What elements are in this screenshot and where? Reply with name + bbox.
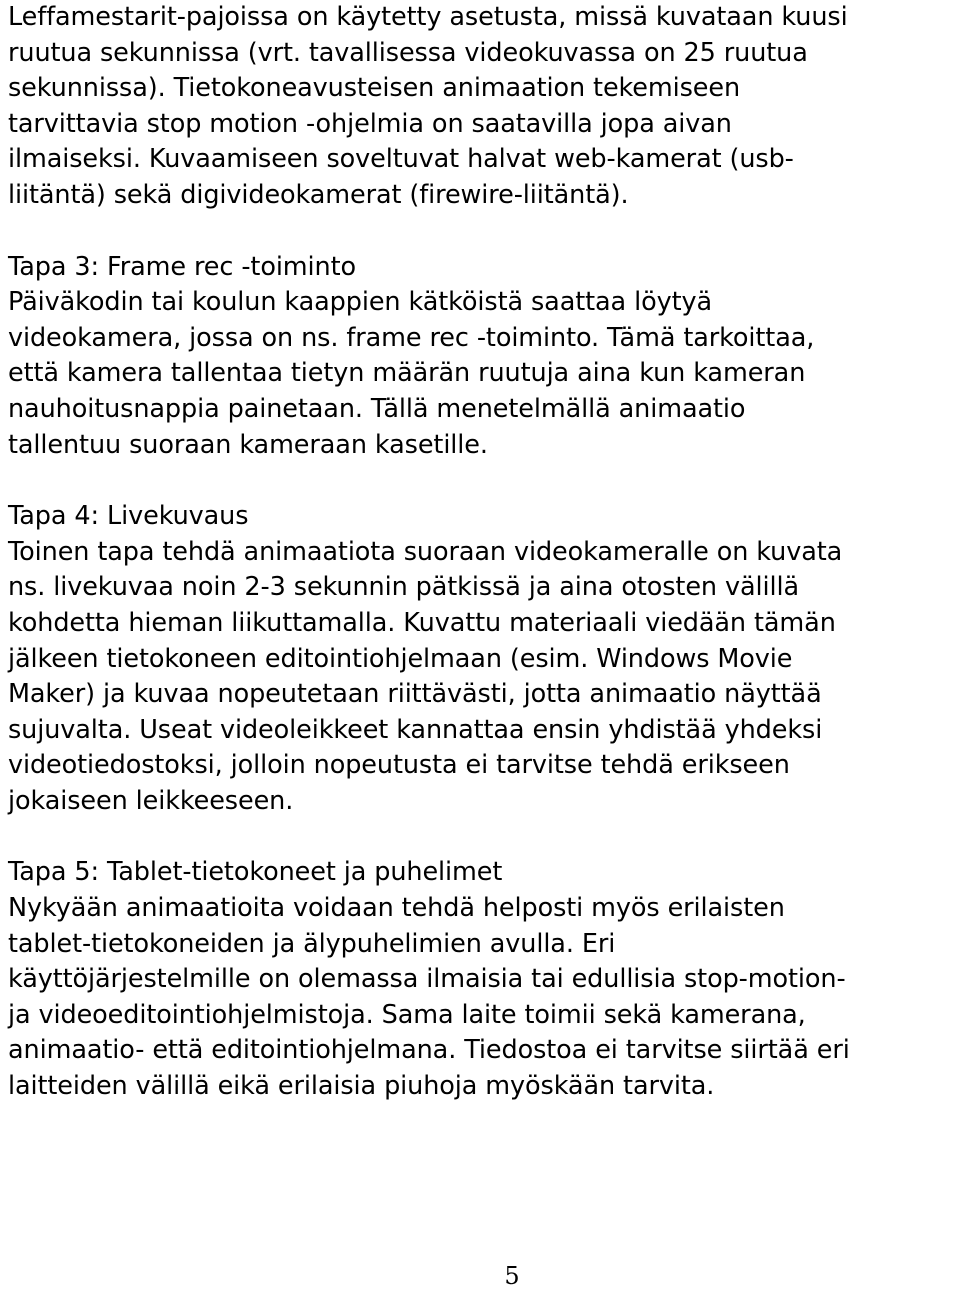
text-line: ruutua sekunnissa (vrt. tavallisessa videokuvassa on 25 ruutua <box>8 37 808 68</box>
text-line: ns. livekuvaa noin 2-3 sekunnin pätkissä ja aina otosten välillä <box>8 572 799 603</box>
text-line: Maker) ja kuvaa nopeutetaan riittävästi, jotta animaatio näyttää <box>8 679 822 710</box>
text-line: kohdetta hieman liikuttamalla. Kuvattu materiaali viedään tämän <box>8 607 836 638</box>
text-line: käyttöjärjestelmille on olemassa ilmaisia tai edullisia stop-motion- <box>8 964 846 995</box>
section-tapa-3 <box>8 250 956 464</box>
document-page <box>8 0 956 1105</box>
text-line: jälkeen tietokoneen editointiohjelmaan (esim. Windows Movie <box>8 643 793 674</box>
text-line: liitäntä) sekä digivideokamerat (firewire-liitäntä). <box>8 179 629 210</box>
section-heading: Tapa 5: Tablet-tietokoneet ja puhelimet <box>8 857 503 888</box>
text-line: jokaiseen leikkeeseen. <box>8 785 294 816</box>
paragraph-gap <box>8 463 956 499</box>
text-line: videokamera, jossa on ns. frame rec -toiminto. Tämä tarkoittaa, <box>8 322 815 353</box>
text-line: ilmaiseksi. Kuvaamiseen soveltuvat halvat web-kamerat (usb- <box>8 144 794 175</box>
paragraph-gap <box>8 819 956 855</box>
text-line: laitteiden välillä eikä erilaisia piuhoja myöskään tarvita. <box>8 1071 715 1102</box>
paragraph-gap <box>8 214 956 250</box>
page-number: 5 <box>504 1262 520 1290</box>
text-line: videotiedostoksi, jolloin nopeutusta ei tarvitse tehdä erikseen <box>8 750 790 781</box>
section-tapa-4 <box>8 499 956 819</box>
section-heading: Tapa 3: Frame rec -toiminto <box>8 251 356 282</box>
text-line: sujuvalta. Useat videoleikkeet kannattaa ensin yhdistää yhdeksi <box>8 714 823 745</box>
text-line: nauhoitusnappia painetaan. Tällä menetelmällä animaatio <box>8 393 746 424</box>
section-tapa-5 <box>8 855 956 1104</box>
intro-paragraph <box>8 0 956 214</box>
section-heading: Tapa 4: Livekuvaus <box>8 501 249 532</box>
text-line: Nykyään animaatioita voidaan tehdä helposti myös erilaisten <box>8 893 785 924</box>
text-line: animaatio- että editointiohjelmana. Tiedostoa ei tarvitse siirtää eri <box>8 1035 850 1066</box>
text-line: Toinen tapa tehdä animaatiota suoraan videokameralle on kuvata <box>8 536 843 567</box>
text-line: että kamera tallentaa tietyn määrän ruutuja aina kun kameran <box>8 358 806 389</box>
text-line: tallentuu suoraan kameraan kasetille. <box>8 429 488 460</box>
text-line: Päiväkodin tai koulun kaappien kätköistä saattaa löytyä <box>8 287 712 318</box>
text-line: tarvittavia stop motion -ohjelmia on saatavilla jopa aivan <box>8 108 732 139</box>
text-line: sekunnissa). Tietokoneavusteisen animaation tekemiseen <box>8 73 741 104</box>
text-line: Leffamestarit-pajoissa on käytetty asetusta, missä kuvataan kuusi <box>8 2 848 32</box>
text-line: tablet-tietokoneiden ja älypuhelimien avulla. Eri <box>8 928 616 959</box>
text-line: ja videoeditointiohjelmistoja. Sama laite toimii sekä kamerana, <box>8 999 806 1030</box>
